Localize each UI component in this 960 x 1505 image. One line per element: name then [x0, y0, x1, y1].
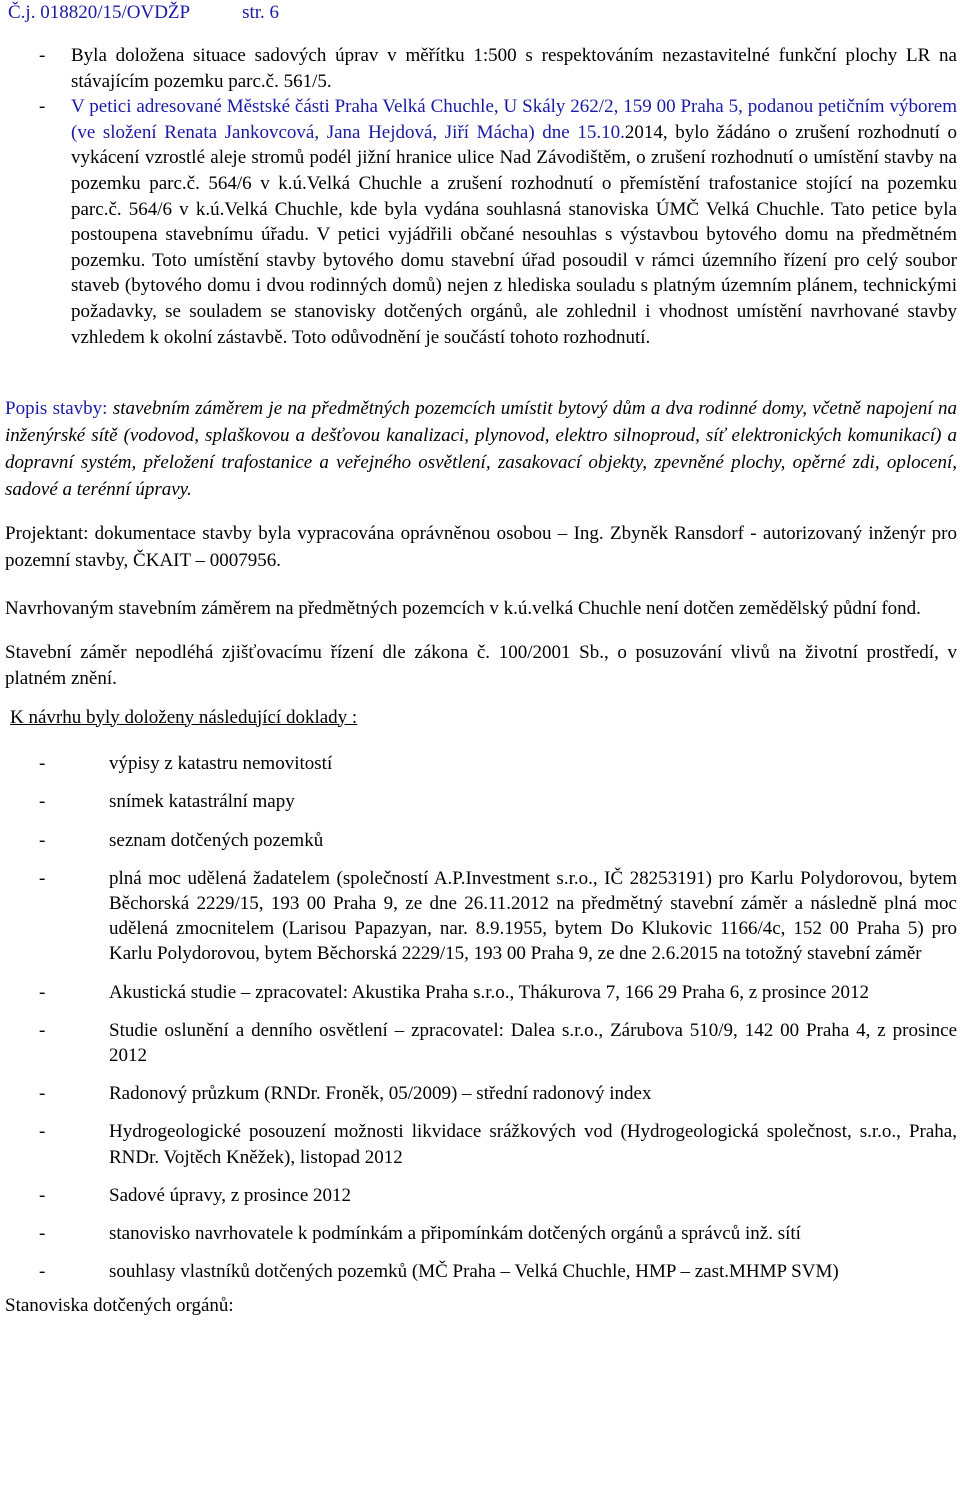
list-dash: - — [39, 753, 46, 775]
documents-heading: K návrhu byly doloženy následující doklady : — [10, 706, 358, 728]
list-item — [5, 1183, 957, 1208]
list-item-text: Studie oslunění a denního osvětlení – zpracovatel: Dalea s.r.o., Zárubova 510/9, 142 00 Praha 4, z prosince 2012 — [109, 1019, 957, 1066]
list-item — [5, 1018, 957, 1068]
documents-list — [5, 751, 957, 1284]
page-header — [8, 2, 279, 24]
petition-text-part-b: 2014, bylo žádáno o zrušení rozhodnutí o vykácení vzrostlé aleje stromů podél jižní hranice ulice Nad Závodištěm, o zrušení rozhodnutí o umístění stavby na pozemku parc.č. 564/6 v k.ú.Velká Chuchle a zrušení rozhodnutí o přemístění trafostanice stojící na pozemku parc.č. 564/6 v k.ú.Velká Chuchle, kde byla vydána souhlasná stanoviska ÚMČ Velká Chuchle. Tato petice byla postoupena stavebnímu úřadu. V petici vyjádřili občané nesouhlas s výstavbou bytového domu na předmětném pozemku. Toto umístění stavby bytového domu stavební úřad posoudil v rámci územního řízení pro celý soubor staveb (bytového domu i dvou rodinných domů) nejen z hlediska souladu s platným územním plánem, technickými požadavky, se souladem se stanovisky dotčených orgánů, ale zohlednil i vhodnost umístění navrhované stavby vzhledem k okolní zástavbě. Toto odůvodnění je součástí tohoto rozhodnutí. — [71, 121, 957, 348]
list-item-text: souhlasy vlastníků dotčených pozemků (MČ Praha – Velká Chuchle, HMP – zast.MHMP SVM) — [109, 1261, 839, 1283]
document-body — [5, 43, 957, 1320]
list-dash: - — [39, 1184, 46, 1206]
list-item — [5, 1081, 957, 1106]
building-description-label: Popis stavby: — [5, 398, 108, 420]
eia-paragraph: Stavební záměr nepodléhá zjišťovacímu řízení dle zákona č. 100/2001 Sb., o posuzování vlivů na životní prostředí, v platném znění. — [5, 641, 957, 690]
list-item — [5, 789, 957, 814]
list-item — [5, 828, 957, 853]
list-item-text — [71, 94, 957, 350]
list-item-text: Radonový průzkum (RNDr. Froněk, 05/2009) – střední radonový index — [109, 1083, 652, 1105]
list-dash: - — [39, 1019, 46, 1041]
list-item-text: snímek katastrální mapy — [109, 791, 295, 813]
list-item-text: výpisy z katastru nemovitostí — [109, 753, 333, 775]
list-dash: - — [39, 829, 46, 851]
list-dash: - — [39, 867, 46, 889]
list-dash: - — [39, 981, 46, 1003]
list-item-text: Akustická studie – zpracovatel: Akustika Praha s.r.o., Thákurova 7, 166 29 Praha 6, z prosince 2012 — [109, 981, 870, 1003]
list-dash: - — [39, 1083, 46, 1105]
list-item-text: Byla doložena situace sadových úprav v měřítku 1:500 s respektováním nezastavitelné funkční plochy LR na stávajícím pozemku parc.č. 561/5. — [71, 45, 957, 92]
building-description-text: stavebním záměrem je na předmětných pozemcích umístit bytový dům a dva rodinné domy, včetně napojení na inženýrské sítě (vodovod, splaškovou a dešťovou kanalizaci, plynovod, elektro silnoproud, síť elektronických komunikací) a dopravní systém, přeložení trafostanice a veřejného osvětlení, zasakovací objekty, zpevněné plochy, opěrné zdi, oplocení, sadové a terénní úpravy. — [5, 398, 958, 501]
list-dash: - — [39, 45, 46, 66]
list-item — [5, 980, 957, 1005]
list-item-text: Sadové úpravy, z prosince 2012 — [109, 1184, 352, 1206]
page-number: str. 6 — [242, 2, 280, 23]
list-item — [5, 43, 957, 94]
list-dash: - — [39, 1121, 46, 1143]
list-item — [5, 1119, 957, 1169]
list-item-text: Hydrogeologické posouzení možnosti likvidace srážkových vod (Hydrogeologická společnost, s.r.o., Praha, RNDr. Vojtěch Kněžek), listopad 2012 — [109, 1121, 957, 1168]
list-dash: - — [39, 1261, 46, 1283]
list-dash: - — [39, 791, 46, 813]
petition-text-part-a: V petici adresované Městské části Praha Velká Chuchle, U Skály 262/2, 159 00 Praha 5, podanou petičním výborem (ve složení Renata Jankovcová, Jana Hejdová, Jiří Mácha) dne 15.10. — [71, 96, 957, 143]
agricultural-land-paragraph: Navrhovaným stavebním záměrem na předmětných pozemcích v k.ú.velká Chuchle není dotčen zemědělský půdní fond. — [5, 598, 921, 620]
list-dash: - — [39, 1222, 46, 1244]
list-dash: - — [39, 96, 46, 118]
designer-paragraph: Projektant: dokumentace stavby byla vypracována oprávněnou osobou – Ing. Zbyněk Ransdorf - autorizovaný inženýr pro pozemní stavby, ČKAIT – 0007956. — [5, 523, 957, 571]
list-item-text: seznam dotčených pozemků — [109, 829, 324, 851]
list-item — [5, 1259, 957, 1284]
authorities-opinions-heading: Stanoviska dotčených orgánů: — [5, 1295, 234, 1317]
list-item — [5, 751, 957, 776]
list-item-text: plná moc udělená žadatelem (společností A.P.Investment s.r.o., IČ 28253191) pro Karlu Polydorovou, bytem Běchorská 2229/15, 193 00 Praha 9, ze dne 26.11.2012 na předmětný stavební záměr a následně plná moc udělená zmocnitelem (Larisou Papazyan, nar. 8.9.1955, bytem Do Klukovic 1166/4c, 152 00 Praha 5) pro Karlu Polydorovou, bytem Běchorská 2229/15, 193 00 Praha 9, ze dne 2.6.2015 na totožný stavební záměr — [109, 867, 957, 965]
list-item — [5, 866, 957, 967]
list-item — [5, 94, 957, 350]
list-item-text: stanovisko navrhovatele k podmínkám a připomínkám dotčených orgánů a správců inž. sítí — [109, 1222, 801, 1244]
building-description — [5, 395, 957, 503]
list-item — [5, 1221, 957, 1246]
reference-number: Č.j. 018820/15/OVDŽP — [8, 2, 191, 23]
